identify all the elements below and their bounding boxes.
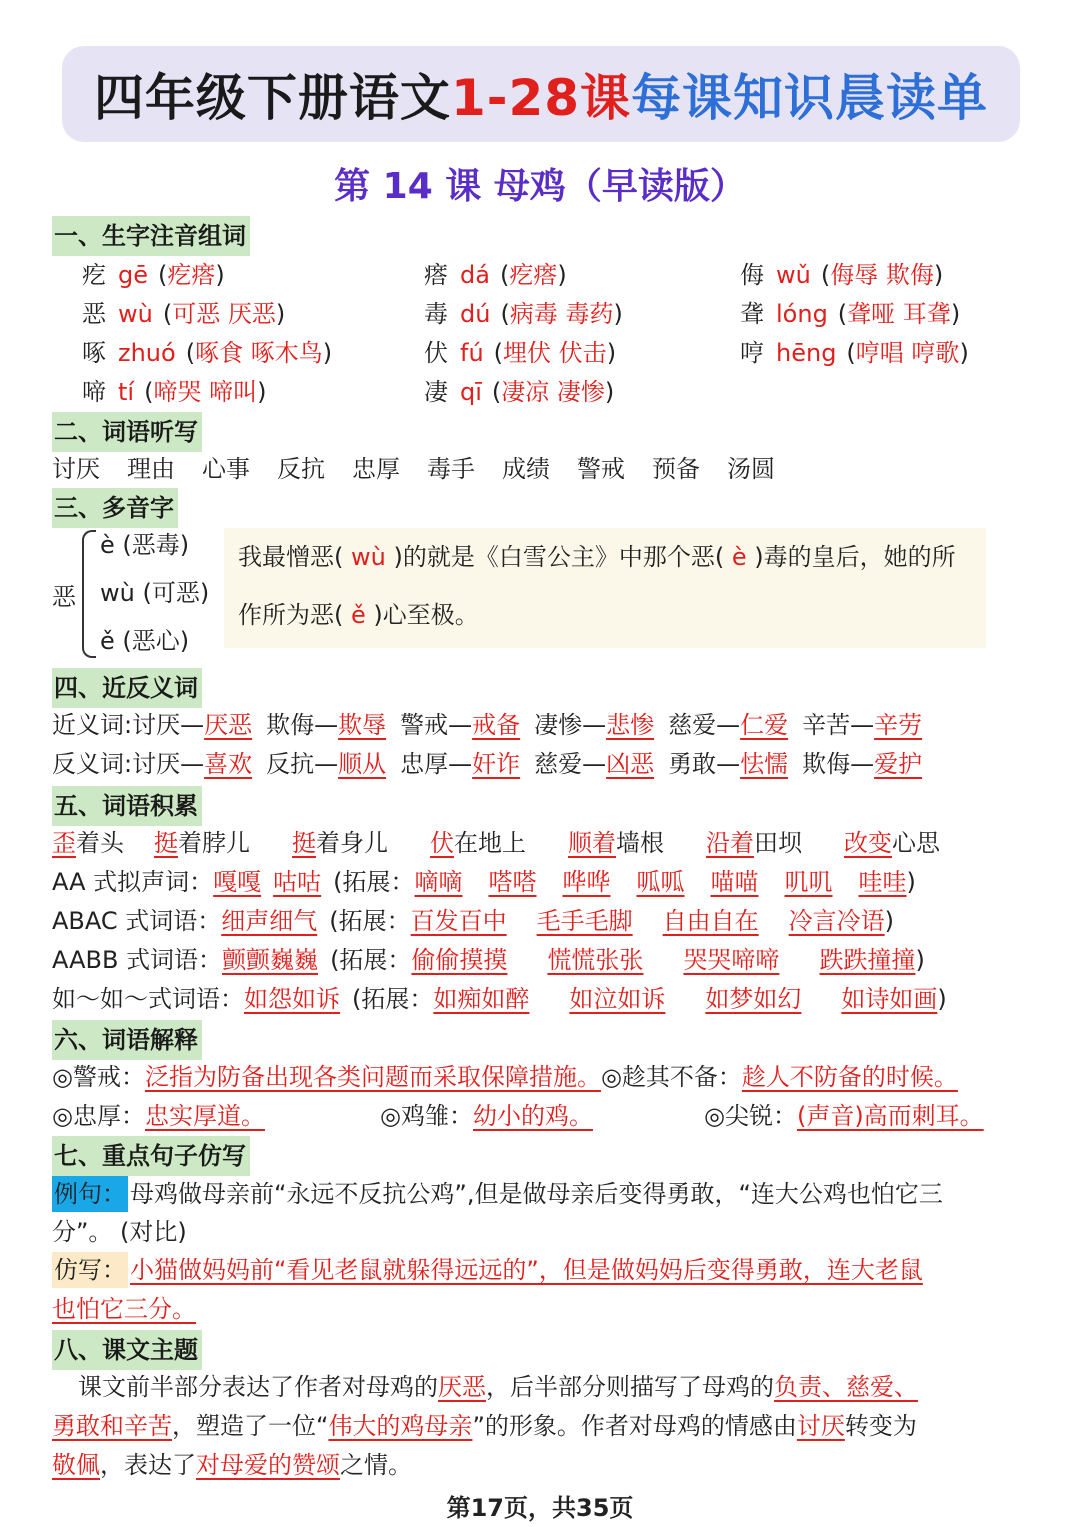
brace-bracket [82, 530, 96, 658]
character-entry [82, 297, 285, 331]
lesson-title: 第 14 课 母鸡（早读版） [334, 166, 746, 207]
polyphone-sentence-line1: 我最憎恶( wù )的就是《白雪公主》中那个恶( è )毒的皇后，她的所 [238, 543, 956, 571]
example-sentence-line2: 分”。 (对比) [52, 1218, 187, 1246]
hanzi: 恶 [82, 300, 106, 328]
pinyin: dá [460, 261, 490, 289]
phrase-row [52, 826, 982, 860]
hanzi: 疙 [82, 261, 106, 289]
banner-title-part1: 四年级下册语文 [93, 69, 451, 127]
words: (埋伏 伏击) [493, 339, 617, 367]
extension-word: 毛手毛脚 [536, 907, 633, 935]
pair-label: 反义词: [52, 750, 133, 778]
extension-word: 如梦如幻 [705, 985, 802, 1013]
explanation-item: ◎忠厚：忠实厚道。 [52, 1102, 265, 1130]
section-heading-sentence: 七、重点句子仿写 [52, 1136, 250, 1176]
dictation-word: 汤圆 [727, 455, 775, 483]
dictation-word: 心事 [202, 455, 250, 483]
word-pair: 反抗—顺从 [266, 750, 387, 778]
imitation-sentence-line2: 也怕它三分。 [52, 1295, 196, 1323]
word-pair: 讨厌—厌恶 [132, 711, 253, 739]
character-entry [424, 336, 616, 370]
dictation-word: 预备 [652, 455, 700, 483]
pinyin: wǔ [776, 261, 811, 289]
aabb-word-row: AABB 式词语：颤颤巍巍 (拓展：偷偷摸摸 慌慌张张 哭哭啼啼 跌跌撞撞) [52, 946, 925, 974]
word-pair: 慈爱—仁爱 [668, 711, 789, 739]
hanzi: 伏 [424, 339, 448, 367]
words: (疙瘩) [499, 261, 567, 289]
words: (啄食 啄木鸟) [185, 339, 333, 367]
extension-word: 嘀嘀 [414, 868, 463, 896]
phrase: 歪着头 [52, 829, 124, 857]
theme-line1: 课文前半部分表达了作者对母鸡的厌恶，后半部分则描写了母鸡的负责、慈爱、 [78, 1373, 918, 1401]
ru-word-row: 如～如～式词语：如怨如诉 (拓展：如痴如醉 如泣如诉 如梦如幻 如诗如画) [52, 985, 947, 1013]
words: (疙瘩) [158, 261, 225, 289]
character-entry [82, 375, 266, 409]
section-heading-accumulation: 五、词语积累 [52, 786, 202, 826]
pattern-label: AABB 式词语： [52, 946, 223, 974]
character-entry [424, 297, 623, 331]
pinyin: lóng [776, 300, 828, 328]
dictation-word: 讨厌 [52, 455, 100, 483]
hanzi: 啼 [82, 378, 106, 406]
pinyin: zhuó [118, 339, 176, 367]
polyphone-char: 恶 [52, 583, 76, 611]
words: (凄凉 凄惨) [491, 378, 615, 406]
section-heading-characters: 一、生字注音组词 [52, 216, 250, 256]
character-entry [740, 297, 960, 331]
imitation-label: 仿写： [52, 1252, 128, 1288]
banner-title-part3: 每课知识晨读单 [631, 69, 989, 127]
character-entry [740, 336, 969, 370]
dictation-word: 警戒 [577, 455, 625, 483]
extension-word: 如泣如诉 [569, 985, 666, 1013]
extension-word: 百发百中 [410, 907, 507, 935]
phrase: 沿着田坝 [706, 829, 802, 857]
explanation-item: ◎尖锐：(声音)高而刺耳。 [704, 1102, 984, 1130]
section-heading-synonyms: 四、近反义词 [52, 668, 202, 708]
page-number: 第17页，共35页 [446, 1494, 634, 1522]
dictation-word: 反抗 [277, 455, 325, 483]
explanation-item: ◎警戒：泛指为防备出现各类问题而采取保障措施。◎趁其不备：趁人不防备的时候。 [52, 1063, 958, 1091]
extension-word: 嗒嗒 [488, 868, 537, 896]
character-entry [424, 375, 614, 409]
word-pair: 慈爱—凶恶 [534, 750, 655, 778]
hanzi: 啄 [82, 339, 106, 367]
pinyin: qī [460, 378, 482, 406]
hanzi: 瘩 [424, 261, 448, 289]
section-heading-theme: 八、课文主题 [52, 1330, 202, 1370]
polyphone-reading: ě (恶心) [100, 627, 190, 655]
extension-word: 如诗如画 [841, 985, 938, 1013]
section-heading-polyphone: 三、多音字 [52, 488, 178, 528]
hanzi: 凄 [424, 378, 448, 406]
extension-label: (拓展： [333, 868, 415, 896]
word-pair: 忠厚—奸诈 [400, 750, 521, 778]
dictation-word: 忠厚 [352, 455, 400, 483]
extension-word: 呱呱 [636, 868, 685, 896]
example-sentence-line1: 母鸡做母亲前“永远不反抗公鸡”,但是做母亲后变得勇敢，“连大公鸡也怕它三 [130, 1180, 943, 1208]
words: (聋哑 耳聋) [837, 300, 961, 328]
imitation-sentence-line1: 小猫做妈妈前“看见老鼠就躲得远远的”，但是做妈妈后变得勇敢，连大老鼠 [130, 1256, 923, 1284]
explanation-item: ◎鸡雏：幼小的鸡。 [380, 1102, 593, 1130]
word-pair: 凄惨—悲惨 [534, 711, 655, 739]
hanzi: 侮 [740, 261, 764, 289]
extension-word: 偷偷摸摸 [411, 946, 508, 974]
character-entry [82, 258, 225, 292]
polyphone-reading: wù (可恶) [100, 579, 210, 607]
pattern-word: 咕咕 [273, 868, 322, 896]
pinyin: fú [460, 339, 484, 367]
phrase: 挺着脖儿 [154, 829, 250, 857]
extension-word: 喵喵 [710, 868, 759, 896]
extension-word: 慌慌张张 [547, 946, 644, 974]
character-entry [424, 258, 567, 292]
character-entry [82, 336, 332, 370]
dictation-word: 理由 [127, 455, 175, 483]
phrase: 改变心思 [844, 829, 940, 857]
extension-word: 叽叽 [784, 868, 833, 896]
section-heading-explanations: 六、词语解释 [52, 1020, 202, 1060]
extension-word: 如痴如醉 [433, 985, 530, 1013]
dictation-word: 毒手 [427, 455, 475, 483]
pinyin: gē [118, 261, 148, 289]
banner-title-part2: 1-28课 [450, 69, 632, 127]
antonym-row [52, 747, 936, 781]
phrase: 顺着墙根 [568, 829, 664, 857]
hanzi: 哼 [740, 339, 764, 367]
phrase: 伏在地上 [430, 829, 526, 857]
word-pair: 欺侮—爱护 [802, 750, 923, 778]
pinyin: tí [118, 378, 135, 406]
polyphone-sentence-line2: 作所为恶( ě )心至极。 [238, 601, 479, 629]
extension-word: 自由自在 [662, 907, 759, 935]
character-entry [740, 258, 943, 292]
dictation-list [52, 452, 802, 486]
example-label: 例句： [52, 1176, 128, 1212]
word-pair: 勇敢—怯懦 [668, 750, 789, 778]
phrase: 挺着身儿 [292, 829, 388, 857]
pattern-word: 嘎嘎 [213, 868, 262, 896]
pinyin: wù [118, 300, 153, 328]
hanzi: 聋 [740, 300, 764, 328]
pattern-label: AA 式拟声词： [52, 868, 214, 896]
dictation-word: 成绩 [502, 455, 550, 483]
extension-word: 跌跌撞撞 [819, 946, 916, 974]
word-pair: 警戒—戒备 [400, 711, 521, 739]
extension-label: (拓展： [330, 946, 412, 974]
words: (病毒 毒药) [500, 300, 623, 328]
pattern-label: ABAC 式词语： [52, 907, 222, 935]
synonym-row [52, 708, 936, 742]
pattern-word: 如怨如诉 [244, 985, 340, 1013]
pattern-label: 如～如～式词语： [52, 985, 244, 1013]
words: (哼唱 哼歌) [846, 339, 969, 367]
extension-label: (拓展： [329, 907, 411, 935]
extension-word: 哭哭啼啼 [683, 946, 780, 974]
theme-line2: 勇敢和辛苦，塑造了一位“伟大的鸡母亲”的形象。作者对母鸡的情感由讨厌转变为 [52, 1412, 917, 1440]
header-banner [62, 46, 1020, 142]
pattern-word: 颤颤巍巍 [222, 946, 319, 974]
extension-word: 冷言冷语 [788, 907, 885, 935]
word-pair: 讨厌—喜欢 [132, 750, 253, 778]
polyphone-reading: è (恶毒) [100, 531, 190, 559]
section-heading-dictation: 二、词语听写 [52, 412, 202, 452]
extension-word: 哗哗 [562, 868, 611, 896]
word-pair: 辛苦—辛劳 [802, 711, 923, 739]
pair-label: 近义词: [52, 711, 133, 739]
extension-label: (拓展： [352, 985, 434, 1013]
theme-line3: 敬佩，表达了对母爱的赞颂之情。 [52, 1451, 412, 1479]
words: (可恶 厌恶) [162, 300, 286, 328]
pinyin: dú [460, 300, 491, 328]
abac-word-row: ABAC 式词语：细声细气 (拓展：百发百中 毛手毛脚 自由自在 冷言冷语) [52, 907, 895, 935]
word-pair: 欺侮—欺辱 [266, 711, 387, 739]
hanzi: 毒 [424, 300, 448, 328]
extension-word: 哇哇 [858, 868, 907, 896]
pattern-word: 细声细气 [221, 907, 318, 935]
pinyin: hēng [776, 339, 837, 367]
words: (啼哭 啼叫) [144, 378, 267, 406]
words: (侮辱 欺侮) [820, 261, 944, 289]
aa-word-row: AA 式拟声词：嘎嘎 咕咕 (拓展：嘀嘀 嗒嗒 哗哗 呱呱 喵喵 叽叽 哇哇) [52, 868, 916, 896]
